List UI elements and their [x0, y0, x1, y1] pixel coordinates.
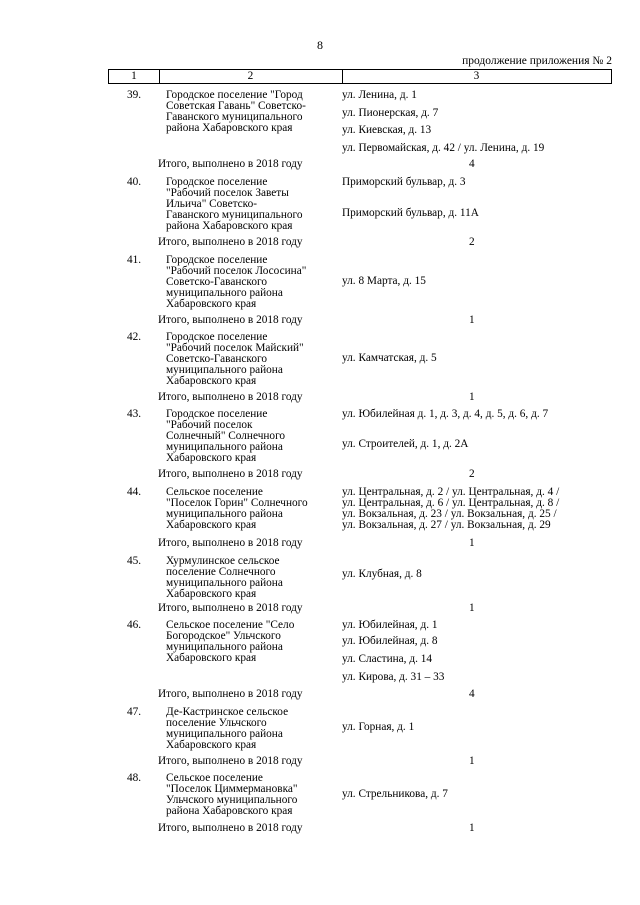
- address-item: ул. Юбилейная д. 1, д. 3, д. 4, д. 5, д. 6, д. 7: [342, 408, 549, 420]
- address-item: ул. Стрельникова, д. 7: [342, 788, 448, 800]
- municipality-name-line: муниципального района: [166, 577, 283, 589]
- total-label: Итого, выполнено в 2018 году: [158, 236, 303, 248]
- municipality-name-line: Хабаровского края: [166, 652, 257, 664]
- total-count: 4: [469, 688, 475, 700]
- municipality-name-line: Советско-Гаванского: [166, 353, 267, 365]
- row-number: 43.: [127, 408, 142, 420]
- municipality-name-line: "Поселок Горин" Солнечного: [166, 497, 308, 509]
- municipality-name-line: Хабаровского края: [166, 739, 257, 751]
- municipality-name-line: Гаванского муниципального: [166, 111, 303, 123]
- total-label: Итого, выполнено в 2018 году: [158, 537, 303, 549]
- municipality-name: [166, 409, 338, 464]
- address-item: ул. Первомайская, д. 42 / ул. Ленина, д. 19: [342, 142, 545, 154]
- municipality-name-line: "Рабочий поселок Майский": [166, 342, 304, 354]
- municipality-name-line: Советско-Гаванского: [166, 276, 267, 288]
- municipality-name-line: Ульчского муниципального: [166, 794, 298, 806]
- page-number: 8: [317, 38, 323, 52]
- municipality-name-line: Городское поселение: [166, 331, 268, 343]
- municipality-name-line: Хабаровского края: [166, 298, 257, 310]
- address-item: ул. Сластина, д. 14: [342, 653, 433, 665]
- municipality-name: [166, 255, 338, 310]
- address-item: Приморский бульвар, д. 3: [342, 176, 466, 188]
- total-label: Итого, выполнено в 2018 году: [158, 468, 303, 480]
- row-number: 40.: [127, 176, 142, 188]
- row-number: 48.: [127, 772, 142, 784]
- municipality-name-line: поселение Солнечного: [166, 566, 276, 578]
- municipality-name-line: Сельское поселение "Село: [166, 619, 295, 631]
- municipality-name-line: Де-Кастринское сельское: [166, 706, 289, 718]
- total-count: 2: [469, 468, 475, 480]
- row-number: 44.: [127, 486, 142, 498]
- address-item: ул. Горная, д. 1: [342, 721, 415, 733]
- total-count: 1: [469, 822, 475, 834]
- municipality-name-line: муниципального района: [166, 728, 283, 740]
- municipality-name: [166, 620, 338, 664]
- municipality-name-line: Гаванского муниципального: [166, 209, 303, 221]
- row-number: 47.: [127, 706, 142, 718]
- municipality-name-line: района Хабаровского края: [166, 220, 293, 232]
- row-number: 46.: [127, 619, 142, 631]
- address-item: ул. Киевская, д. 13: [342, 124, 432, 136]
- municipality-name-line: Солнечный" Солнечного: [166, 430, 286, 442]
- municipality-name-line: "Поселок Циммермановка": [166, 783, 298, 795]
- continuation-label: продолжение приложения № 2: [462, 55, 612, 67]
- municipality-name-line: Городское поселение: [166, 176, 268, 188]
- total-label: Итого, выполнено в 2018 году: [158, 688, 303, 700]
- address-item: ул. Центральная, д. 2 / ул. Центральная, д. 4 /: [342, 486, 560, 498]
- row-number: 42.: [127, 331, 142, 343]
- municipality-name-line: Ильича" Советско-: [166, 198, 258, 210]
- total-label: Итого, выполнено в 2018 году: [158, 602, 303, 614]
- address-item: ул. Юбилейная, д. 8: [342, 635, 438, 647]
- row-number: 45.: [127, 555, 142, 567]
- municipality-name-line: Хабаровского края: [166, 452, 257, 464]
- address-item: ул. Строителей, д. 1, д. 2А: [342, 438, 469, 450]
- municipality-name: [166, 556, 338, 600]
- total-count: 1: [469, 314, 475, 326]
- municipality-name: [166, 773, 338, 817]
- total-count: 1: [469, 391, 475, 403]
- total-count: 1: [469, 755, 475, 767]
- municipality-name-line: Сельское поселение: [166, 486, 263, 498]
- municipality-name-line: Богородское" Ульчского: [166, 630, 281, 642]
- address-item: ул. Вокзальная, д. 23 / ул. Вокзальная, д. 25 /: [342, 508, 557, 520]
- total-label: Итого, выполнено в 2018 году: [158, 822, 303, 834]
- municipality-name-line: Городское поселение: [166, 408, 268, 420]
- total-label: Итого, выполнено в 2018 году: [158, 755, 303, 767]
- address-item: ул. 8 Марта, д. 15: [342, 275, 426, 287]
- row-number: 39.: [127, 89, 142, 101]
- municipality-name-line: "Рабочий поселок Лососина": [166, 265, 307, 277]
- municipality-name-line: муниципального района: [166, 508, 283, 520]
- total-label: Итого, выполнено в 2018 году: [158, 158, 303, 170]
- municipality-name-line: района Хабаровского края: [166, 805, 293, 817]
- row-number: 41.: [127, 254, 142, 266]
- municipality-name-line: Сельское поселение: [166, 772, 263, 784]
- municipality-name-line: муниципального района: [166, 441, 283, 453]
- municipality-name-line: Городское поселение: [166, 254, 268, 266]
- municipality-name-line: муниципального района: [166, 364, 283, 376]
- municipality-name-line: Советская Гавань" Советско-: [166, 100, 306, 112]
- total-count: 1: [469, 537, 475, 549]
- header-col-2: 2: [159, 70, 343, 83]
- municipality-name-line: Хабаровского края: [166, 588, 257, 600]
- municipality-name-line: Хабаровского края: [166, 519, 257, 531]
- total-count: 4: [469, 158, 475, 170]
- header-col-1: 1: [109, 70, 160, 83]
- address-item: Приморский бульвар, д. 11А: [342, 207, 479, 219]
- municipality-name: [166, 332, 338, 387]
- municipality-name-line: поселение Ульчского: [166, 717, 267, 729]
- municipality-name: [166, 707, 338, 751]
- total-count: 2: [469, 236, 475, 248]
- address-item: ул. Пионерская, д. 7: [342, 107, 439, 119]
- municipality-name-line: Хурмулинское сельское: [166, 555, 280, 567]
- municipality-name: [166, 177, 338, 232]
- total-count: 1: [469, 602, 475, 614]
- municipality-name-line: Городское поселение "Город: [166, 89, 303, 101]
- municipality-name-line: "Рабочий поселок: [166, 419, 253, 431]
- table-header: [108, 69, 612, 84]
- municipality-name: [166, 487, 338, 531]
- municipality-name: [166, 90, 338, 134]
- municipality-name-line: Хабаровского края: [166, 375, 257, 387]
- municipality-name-line: муниципального района: [166, 641, 283, 653]
- address-item: ул. Центральная, д. 6 / ул. Центральная, д. 8 /: [342, 497, 560, 509]
- address-item: ул. Клубная, д. 8: [342, 568, 422, 580]
- municipality-name-line: района Хабаровского края: [166, 122, 293, 134]
- municipality-name-line: муниципального района: [166, 287, 283, 299]
- address-item: ул. Юбилейная, д. 1: [342, 619, 438, 631]
- total-label: Итого, выполнено в 2018 году: [158, 314, 303, 326]
- municipality-name-line: "Рабочий поселок Заветы: [166, 187, 289, 199]
- total-label: Итого, выполнено в 2018 году: [158, 391, 303, 403]
- address-item: ул. Камчатская, д. 5: [342, 352, 437, 364]
- address-item: ул. Ленина, д. 1: [342, 89, 417, 101]
- header-col-3: 3: [473, 70, 480, 82]
- address-item: ул. Вокзальная, д. 27 / ул. Вокзальная, д. 29: [342, 519, 551, 531]
- address-item: ул. Кирова, д. 31 – 33: [342, 671, 445, 683]
